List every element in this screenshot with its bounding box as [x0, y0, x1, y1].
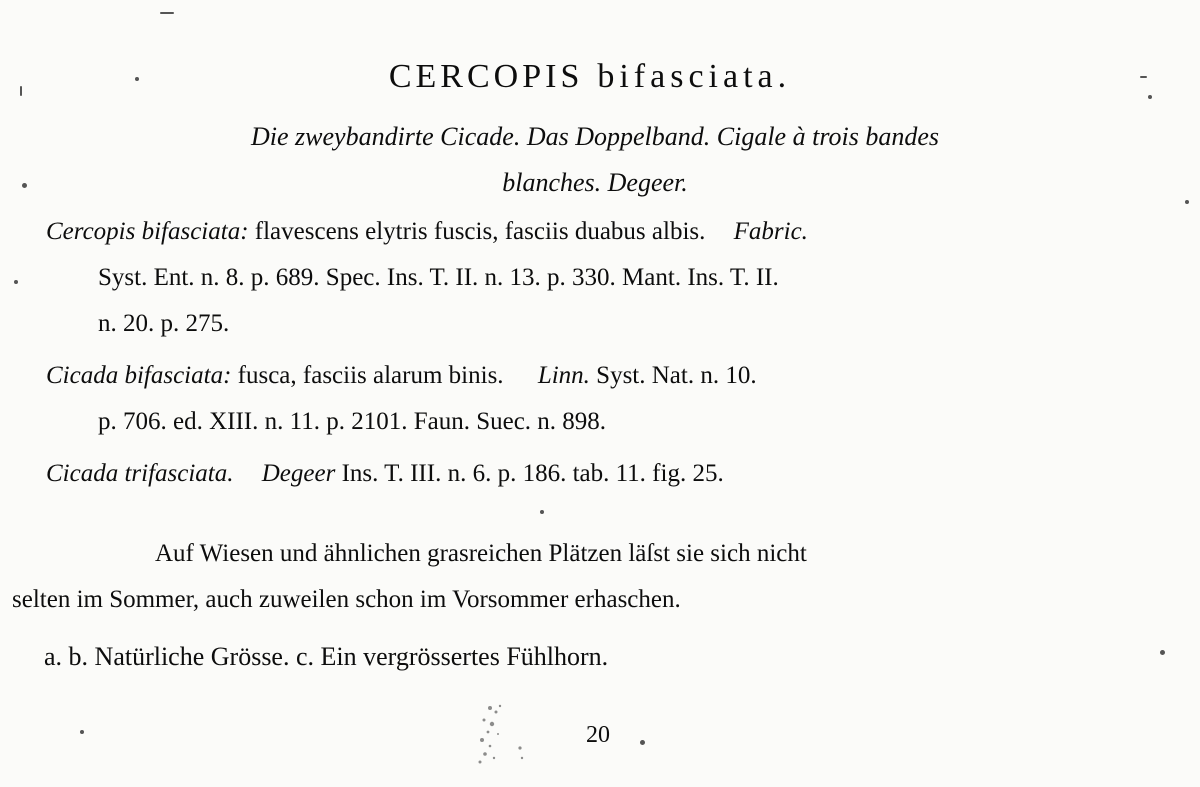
synonym-2-reference-line-1: p. 706. ed. XIII. n. 11. p. 2101. Faun. Suec. n. 898. [98, 408, 607, 435]
speck-decoration [135, 77, 139, 81]
genus-name: CERCOPIS [388, 58, 584, 95]
synonym-name: Cercopis bifasciata: [46, 218, 249, 245]
page-title [0, 58, 1180, 96]
synonym-1-reference-line-2: n. 20. p. 275. [98, 310, 230, 337]
synonym-entry-3 [46, 460, 724, 488]
synonym-authority: Fabric. [733, 218, 808, 245]
speck-decoration [640, 740, 645, 745]
synonym-description: flavescens elytris fuscis, fasciis duabus albis. [254, 218, 706, 245]
vernacular-names-line-1: Die zweybandirte Cicade. Das Doppelband. Cigale à trois bandes [251, 122, 939, 151]
speck-decoration [1148, 95, 1152, 99]
figure-caption: a. b. Natürliche Grösse. c. Ein vergrössertes Fühlhorn. [44, 642, 609, 671]
synonym-reference: Ins. T. III. n. 6. p. 186. tab. 11. fig. 25. [341, 460, 724, 487]
ink-smudge-decoration [470, 700, 530, 770]
speck-decoration [14, 280, 18, 284]
synonym-authority: Linn. [537, 362, 590, 389]
synonym-name: Cicada bifasciata: [46, 362, 232, 389]
page-number: 20 [586, 722, 610, 748]
speck-decoration [1185, 200, 1189, 204]
speck-decoration [80, 730, 84, 734]
synonym-entry-2 [46, 362, 757, 390]
speck-decoration [540, 510, 544, 514]
body-text-line-1: Auf Wiesen und ähnlichen grasreichen Plätzen läſst sie sich nicht [155, 540, 807, 567]
synonym-description: fusca, fasciis alarum binis. [237, 362, 504, 389]
speck-decoration [1140, 76, 1147, 78]
speck-decoration [1160, 650, 1165, 655]
synonym-reference: Syst. Nat. n. 10. [596, 362, 757, 389]
speck-decoration [20, 86, 22, 96]
synonym-entry-1 [46, 218, 808, 246]
synonym-1-reference-line-1: Syst. Ent. n. 8. p. 689. Spec. Ins. T. II. n. 13. p. 330. Mant. Ins. T. II. [98, 264, 779, 291]
speck-decoration [22, 183, 27, 188]
vernacular-names-line-2: blanches. Degeer. [502, 168, 688, 197]
synonym-authority: Degeer [261, 460, 336, 487]
speck-decoration [160, 12, 174, 14]
species-name: bifasciata. [597, 58, 792, 95]
body-text-line-2: selten im Sommer, auch zuweilen schon im Vorsommer erhaschen. [12, 586, 681, 613]
synonym-name: Cicada trifasciata. [46, 460, 234, 487]
